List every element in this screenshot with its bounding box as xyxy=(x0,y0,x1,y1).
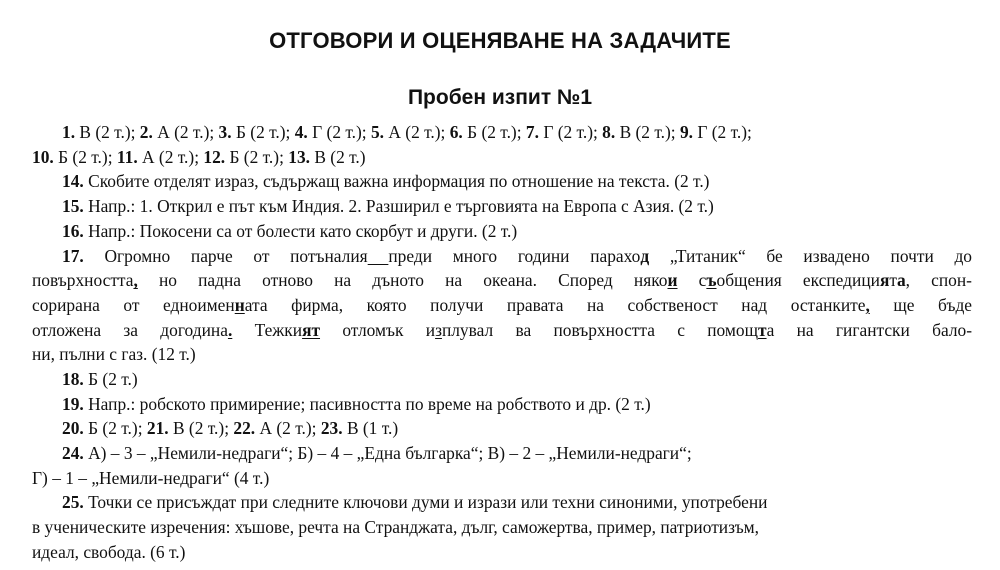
answer-text: А (2 т.); xyxy=(384,122,450,142)
answer-number: 6. xyxy=(449,122,463,142)
answer-text: В (2 т.) xyxy=(310,146,366,167)
answer-text: Б (2 т.); xyxy=(83,418,147,439)
answer-number: 16. xyxy=(62,220,84,241)
answer-17-line-3 xyxy=(32,293,972,318)
answer-number: 22. xyxy=(233,418,256,439)
correction-mark: , xyxy=(865,294,870,315)
answer-text: в ученическите изречения: хъшове, речта на Странджата, дълг, саможертва, пример, патриотизъм, xyxy=(32,517,760,538)
correction-mark: , xyxy=(133,270,138,291)
answer-number: 25. xyxy=(62,492,84,513)
correction-mark: ят xyxy=(302,319,321,340)
answer-text: Г) – 1 – „Немили-недраги“ (4 т.) xyxy=(32,467,270,488)
answer-text: с xyxy=(677,270,707,291)
answer-number: 4. xyxy=(294,122,308,142)
correction-mark: ъ xyxy=(706,270,717,291)
answer-number: 14. xyxy=(62,171,84,192)
answer-number: 12. xyxy=(203,146,226,167)
answer-number: 18. xyxy=(62,368,84,389)
answer-17-line-5 xyxy=(32,342,972,367)
answer-text: Б (2 т.) xyxy=(83,368,138,389)
answer-text: общения експедици xyxy=(716,270,880,291)
answer-number: 23. xyxy=(320,418,343,439)
correction-mark: з xyxy=(435,319,442,340)
answer-text: Г (2 т.); xyxy=(538,122,603,142)
answer-text: В (2 т.); xyxy=(168,418,234,439)
answer-text: В (2 т.); xyxy=(75,122,140,142)
answer-text: Напр.: Покосени са от болести като скорбут и други. (2 т.) xyxy=(83,220,518,241)
answer-number: 7. xyxy=(525,122,539,142)
answer-14 xyxy=(32,169,972,194)
answer-text: плувал ва повърхността с помощ xyxy=(441,319,759,340)
answer-text: А (2 т.); xyxy=(255,418,321,439)
answer-text: Скобите отделят израз, съдържащ важна информация по отношение на текста. (2 т.) xyxy=(83,171,710,192)
answer-text: ни, пълни с газ. (12 т.) xyxy=(32,344,196,365)
correction-mark: т xyxy=(758,319,767,340)
answer-text: Б (2 т.); xyxy=(462,122,526,142)
answer-text: повърхността xyxy=(32,270,134,291)
exam-subtitle: Пробен изпит №1 xyxy=(407,86,593,109)
page-title: ОТГОВОРИ И ОЦЕНЯВАНЕ НА ЗАДАЧИТЕ xyxy=(269,28,731,53)
answer-18 xyxy=(32,367,972,392)
answer-number: 3. xyxy=(218,122,232,142)
correction-mark: я xyxy=(879,270,890,291)
answer-number: 2. xyxy=(139,122,153,142)
answer-text: Б (2 т.); xyxy=(53,146,117,167)
answer-25-line-3 xyxy=(32,540,972,565)
correction-mark: д xyxy=(640,245,650,266)
correction-mark xyxy=(368,246,389,266)
answer-text: но падна отново на дъното на океана. Според няко xyxy=(137,270,668,291)
answer-17-line-2 xyxy=(32,268,972,293)
answer-text: Б (2 т.); xyxy=(225,146,289,167)
answer-17-line-4 xyxy=(32,318,972,343)
answer-text: Напр.: 1. Открил е път към Индия. 2. Разширил е търговията на Европа с Азия. (2 т.) xyxy=(83,196,714,217)
answer-text: Г (2 т.); xyxy=(693,122,752,142)
answer-25-line-2 xyxy=(32,515,972,540)
correction-mark: н xyxy=(234,294,245,315)
answer-text: Напр.: робското примирение; пасивността по време на робството и др. (2 т.) xyxy=(83,393,651,414)
answer-text: отломък и xyxy=(320,319,436,340)
answers-line-1-9 xyxy=(32,120,972,145)
answer-text: Б (2 т.); xyxy=(231,122,295,142)
answer-text: а на гигантски бало- xyxy=(766,319,972,340)
answer-number: 19. xyxy=(62,393,84,414)
answer-text: сорирана от едноимен xyxy=(32,294,235,315)
answer-number: 1. xyxy=(62,122,76,142)
answer-number: 9. xyxy=(679,122,694,142)
answer-text: А (2 т.); xyxy=(137,146,204,167)
answer-number: 17. xyxy=(62,245,84,266)
answer-19 xyxy=(32,392,972,417)
answer-text: А) – 3 – „Немили-недраги“; Б) – 4 – „Една българка“; В) – 2 – „Немили-недраги“; xyxy=(83,443,692,464)
answer-text: отложена за догодина xyxy=(32,319,228,340)
answer-text: А (2 т.); xyxy=(152,122,219,142)
answer-17-line-1 xyxy=(32,244,972,269)
correction-mark: а xyxy=(896,270,906,291)
answer-text: т xyxy=(889,270,897,291)
correction-mark: . xyxy=(227,319,233,340)
answer-text: ата фирма, която получи правата на собственост над останките xyxy=(244,294,866,315)
answer-text: , спон- xyxy=(905,270,972,291)
answer-number: 15. xyxy=(62,196,84,217)
answer-15 xyxy=(32,194,972,219)
answer-text: Огромно парче от потъналия xyxy=(83,245,368,266)
answer-number: 8. xyxy=(602,122,616,142)
correction-mark: и xyxy=(667,270,678,291)
answer-16 xyxy=(32,219,972,244)
answer-text: идеал, свобода. (6 т.) xyxy=(32,541,186,562)
answer-number: 20. xyxy=(62,418,84,439)
answer-text: Г (2 т.); xyxy=(307,122,371,142)
answer-number: 11. xyxy=(116,146,138,167)
answer-25-line-1 xyxy=(32,490,972,515)
answer-text: „Титаник“ бе извадено почти до xyxy=(649,245,972,266)
answer-text: В (1 т.) xyxy=(342,418,399,439)
answer-number: 5. xyxy=(370,122,385,142)
answer-24-line-1 xyxy=(32,441,972,466)
answer-number: 10. xyxy=(32,146,54,167)
answer-24-line-2 xyxy=(32,466,972,491)
answers-line-20-23 xyxy=(32,416,972,441)
answer-text: Тежки xyxy=(232,319,303,340)
answer-number: 21. xyxy=(146,418,169,439)
answer-text: преди много години парахо xyxy=(388,245,641,266)
answer-number: 13. xyxy=(288,146,311,167)
answers-body xyxy=(32,120,972,565)
answer-text: В (2 т.); xyxy=(615,122,680,142)
answers-line-10-13 xyxy=(32,145,972,170)
answer-text: ще бъде xyxy=(869,294,972,315)
answer-text: Точки се присъждат при следните ключови думи и изрази или техни синоними, употребени xyxy=(83,492,768,513)
answer-number: 24. xyxy=(62,443,84,464)
